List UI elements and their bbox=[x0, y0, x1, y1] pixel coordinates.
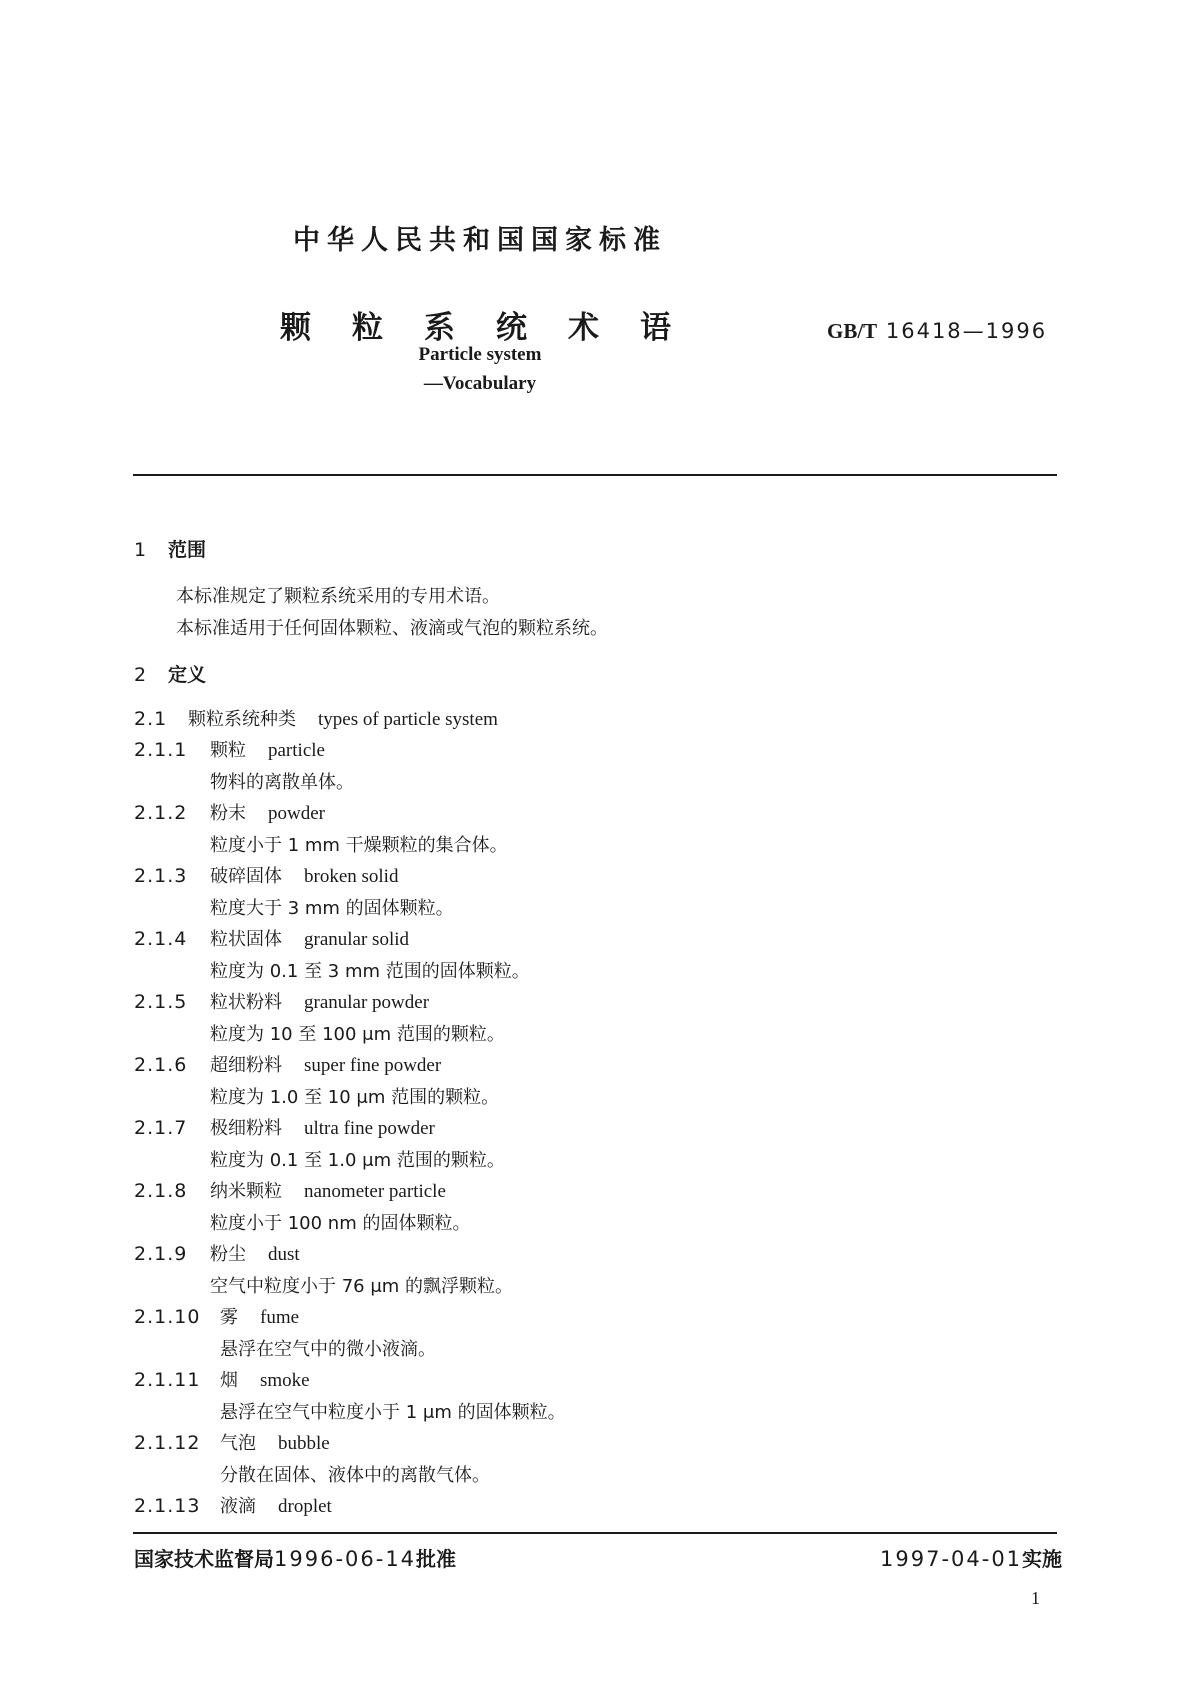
term-english: fume bbox=[260, 1307, 300, 1328]
scope-paragraph: 本标准规定了颗粒系统采用的专用术语。 bbox=[176, 586, 500, 607]
term-definition: 粒度为 10 至 100 μm 范围的颗粒。 bbox=[210, 1024, 505, 1045]
term-english: bubble bbox=[278, 1433, 330, 1454]
term-chinese: 粒状固体 bbox=[210, 929, 282, 950]
section-number: 2 bbox=[134, 664, 147, 686]
term-number: 2.1.13 bbox=[134, 1495, 201, 1517]
english-title-line1: Particle system bbox=[418, 344, 542, 365]
term-english: granular solid bbox=[304, 929, 410, 950]
term-english: broken solid bbox=[304, 866, 399, 887]
term-number: 2.1.3 bbox=[134, 865, 188, 887]
term-number: 2.1.4 bbox=[134, 928, 188, 950]
term-chinese: 超细粉料 bbox=[210, 1055, 282, 1076]
page-number: 1 bbox=[1031, 1588, 1040, 1608]
term-chinese: 破碎固体 bbox=[210, 866, 282, 887]
term-entry bbox=[134, 925, 409, 951]
term-english: smoke bbox=[260, 1370, 310, 1391]
term-entry bbox=[134, 1429, 330, 1455]
section-title: 定义 bbox=[168, 664, 207, 686]
document-title: 颗粒系统术语 bbox=[280, 310, 712, 346]
term-number: 2.1.11 bbox=[134, 1369, 201, 1391]
term-chinese: 极细粉料 bbox=[210, 1118, 282, 1139]
term-english: droplet bbox=[278, 1496, 332, 1517]
standard-number bbox=[827, 319, 1047, 344]
term-number: 2.1 bbox=[134, 708, 168, 730]
term-entry bbox=[134, 1303, 299, 1329]
term-chinese: 颗粒系统种类 bbox=[188, 709, 296, 730]
term-entry bbox=[134, 799, 325, 825]
term-chinese: 纳米颗粒 bbox=[210, 1181, 282, 1202]
scope-paragraph: 本标准适用于任何固体颗粒、液滴或气泡的颗粒系统。 bbox=[176, 618, 608, 639]
term-english: powder bbox=[268, 803, 325, 824]
term-number: 2.1.10 bbox=[134, 1306, 201, 1328]
term-english: types of particle system bbox=[318, 709, 498, 730]
term-chinese: 烟 bbox=[220, 1370, 238, 1391]
term-definition: 粒度为 0.1 至 1.0 μm 范围的颗粒。 bbox=[210, 1150, 505, 1171]
term-definition: 分散在固体、液体中的离散气体。 bbox=[220, 1465, 490, 1486]
effective-label: 实施 bbox=[1022, 1547, 1063, 1571]
term-english: ultra fine powder bbox=[304, 1118, 435, 1139]
term-number: 2.1.1 bbox=[134, 739, 188, 761]
header-divider bbox=[133, 474, 1057, 476]
term-entry bbox=[134, 988, 429, 1014]
section-number: 1 bbox=[134, 539, 147, 561]
term-definition: 粒度为 1.0 至 10 μm 范围的颗粒。 bbox=[210, 1087, 500, 1108]
term-number: 2.1.12 bbox=[134, 1432, 201, 1454]
term-chinese: 雾 bbox=[220, 1307, 238, 1328]
term-number: 2.1.5 bbox=[134, 991, 188, 1013]
term-entry bbox=[134, 1492, 332, 1518]
term-chinese: 粒状粉料 bbox=[210, 992, 282, 1013]
term-entry bbox=[134, 1366, 310, 1392]
term-definition: 粒度小于 100 nm 的固体颗粒。 bbox=[210, 1213, 471, 1234]
standard-prefix: GB/T bbox=[827, 319, 878, 343]
approval-line bbox=[134, 1543, 456, 1572]
term-number: 2.1.9 bbox=[134, 1243, 188, 1265]
effective-date: 1997-04-01 bbox=[880, 1547, 1023, 1571]
term-definition: 物料的离散单体。 bbox=[210, 772, 354, 793]
approval-label: 批准 bbox=[416, 1547, 457, 1571]
term-english: dust bbox=[268, 1244, 300, 1265]
term-entry bbox=[134, 1114, 435, 1140]
term-entry bbox=[134, 736, 325, 762]
term-entry bbox=[134, 1177, 446, 1203]
section-heading-scope bbox=[134, 535, 206, 562]
term-english: nanometer particle bbox=[304, 1181, 446, 1202]
term-chinese: 液滴 bbox=[220, 1496, 256, 1517]
term-english: particle bbox=[268, 740, 325, 761]
term-chinese: 粉尘 bbox=[210, 1244, 246, 1265]
term-definition: 粒度大于 3 mm 的固体颗粒。 bbox=[210, 898, 454, 919]
term-definition: 悬浮在空气中粒度小于 1 μm 的固体颗粒。 bbox=[220, 1402, 566, 1423]
term-definition: 粒度小于 1 mm 干燥颗粒的集合体。 bbox=[210, 835, 508, 856]
term-english: granular powder bbox=[304, 992, 430, 1013]
term-chinese: 气泡 bbox=[220, 1433, 256, 1454]
english-title-line2: —Vocabulary bbox=[423, 373, 537, 394]
term-entry bbox=[134, 862, 398, 888]
footer-divider bbox=[133, 1532, 1057, 1534]
section-heading-definitions bbox=[134, 660, 206, 687]
term-chinese: 粉末 bbox=[210, 803, 246, 824]
term-entry bbox=[134, 1240, 300, 1266]
term-entry bbox=[134, 1051, 441, 1077]
term-english: super fine powder bbox=[304, 1055, 442, 1076]
effective-line bbox=[880, 1543, 1062, 1572]
standard-code: 16418—1996 bbox=[877, 319, 1048, 343]
term-chinese: 颗粒 bbox=[210, 740, 246, 761]
term-number: 2.1.8 bbox=[134, 1180, 188, 1202]
term-definition: 空气中粒度小于 76 μm 的飘浮颗粒。 bbox=[210, 1276, 514, 1297]
term-number: 2.1.2 bbox=[134, 802, 188, 824]
section-title: 范围 bbox=[168, 539, 207, 561]
approval-date: 1996-06-14 bbox=[274, 1547, 417, 1571]
term-entry bbox=[134, 705, 498, 731]
term-number: 2.1.6 bbox=[134, 1054, 188, 1076]
term-definition: 悬浮在空气中的微小液滴。 bbox=[220, 1339, 436, 1360]
issuing-authority-title: 中华人民共和国国家标准 bbox=[293, 225, 667, 256]
term-definition: 粒度为 0.1 至 3 mm 范围的固体颗粒。 bbox=[210, 961, 530, 982]
issuer-name: 国家技术监督局 bbox=[134, 1547, 274, 1571]
term-number: 2.1.7 bbox=[134, 1117, 188, 1139]
